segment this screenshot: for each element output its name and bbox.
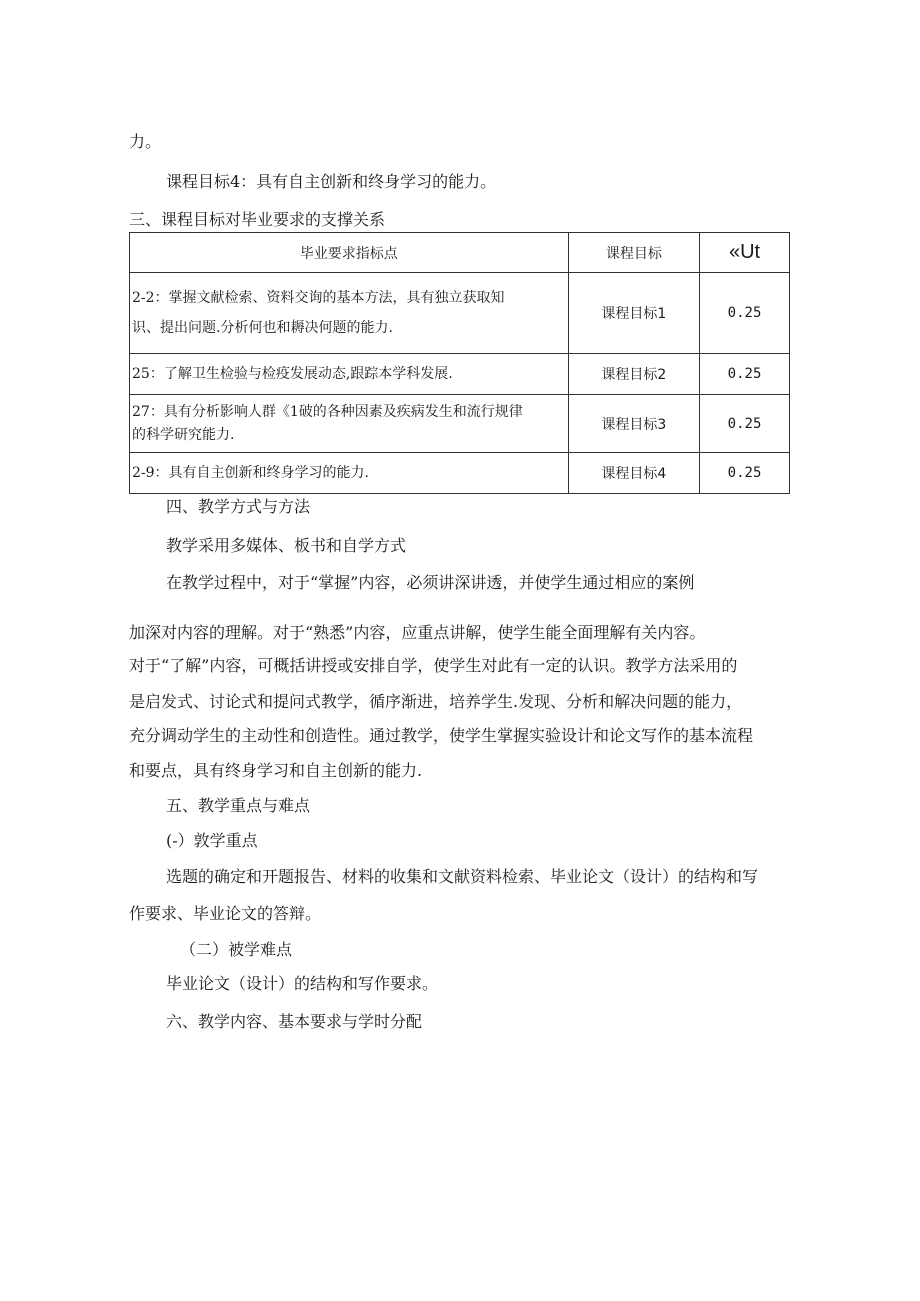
indicator-cell: [130, 395, 569, 453]
goal-cell: 课程目标2: [568, 354, 699, 395]
indicator-cell: [130, 273, 569, 354]
table-row: [130, 395, 790, 453]
course-goal-4: 课程目标4：具有自主创新和终身学习的能力。: [166, 172, 497, 191]
teaching-paragraph-line: 是启发式、讨论式和提问式教学，循序渐进，培养学生.发现、分析和解决问题的能力，: [129, 692, 743, 711]
table-row: [130, 273, 790, 354]
header-goal: 课程目标: [568, 233, 699, 273]
indicator-cell: [130, 453, 569, 494]
key-points-line: 作要求、毕业论文的答辩。: [129, 904, 322, 923]
teaching-paragraph-line: 在教学过程中，对于“掌握”内容，必须讲深讲透，并使学生通过相应的案例: [166, 573, 695, 592]
key-points-line: 选题的确定和开题报告、材料的收集和文献资料检索、毕业论文（设计）的结构和写: [166, 867, 759, 886]
teaching-paragraph-line: 充分调动学生的主动性和创造性。通过教学，使学生掌握实验设计和论文写作的基本流程: [129, 726, 754, 745]
indicator-text-line: 27：具有分析影响人群《1破的各种因素及疾病发生和流行规律: [132, 403, 523, 420]
table-row: [130, 354, 790, 395]
header-weight: «Ut: [700, 233, 790, 273]
goal-cell: 课程目标3: [568, 395, 699, 453]
section-3-title: 三、课程目标对毕业要求的支撑关系: [129, 210, 386, 229]
goal-cell: 课程目标1: [568, 273, 699, 354]
subsection-key-points-title: (-）敦学重点: [166, 831, 258, 850]
section-6-title: 六、教学内容、基本要求与学时分配: [166, 1012, 423, 1031]
weight-cell: 0.25: [700, 453, 790, 494]
support-relation-table: [129, 232, 790, 494]
header-indicator: 毕业要求指标点: [130, 233, 569, 273]
section-5-title: 五、教学重点与难点: [166, 796, 311, 815]
difficulties-line: 毕业论文（设计）的结构和写作要求。: [166, 974, 439, 993]
weight-cell: 0.25: [700, 354, 790, 395]
indicator-text-line: 2-2：掌握文献检索、资料交询的基本方法，具有独立获取知: [132, 290, 505, 306]
teaching-paragraph-line: 对于“了解”内容，可概括讲授或安排自学，使学生对此有一定的认识。教学方法采用的: [129, 656, 738, 675]
indicator-text-line: 的科学研究能力.: [132, 426, 235, 443]
subsection-difficulties-title: （二）被学难点: [180, 940, 293, 959]
teaching-paragraph-line: 加深对内容的理解。对于“熟悉”内容，应重点讲解，使学生能全面理解有关内容。: [129, 623, 706, 642]
table-header-row: [130, 233, 790, 273]
indicator-text-line: 识、提出问题.分析何也和耨决何题的能力.: [132, 320, 393, 336]
table-row: [130, 453, 790, 494]
indicator-text-line: 2-9：具有自主创新和终身学习的能力.: [132, 465, 369, 481]
teaching-paragraph-line: 和要点，具有终身学习和自主创新的能力.: [129, 761, 423, 780]
weight-cell: 0.25: [700, 395, 790, 453]
section-4-title: 四、教学方式与方法: [166, 497, 311, 516]
goal-cell: 课程目标4: [568, 453, 699, 494]
teaching-mode-line: 教学采用多媒体、板书和自学方式: [166, 536, 407, 555]
indicator-text-line: 25：了解卫生检验与检疫发展动态,跟踪本学科发展.: [132, 366, 453, 382]
weight-cell: 0.25: [700, 273, 790, 354]
intro-line-tail: 力。: [129, 132, 162, 151]
indicator-cell: [130, 354, 569, 395]
